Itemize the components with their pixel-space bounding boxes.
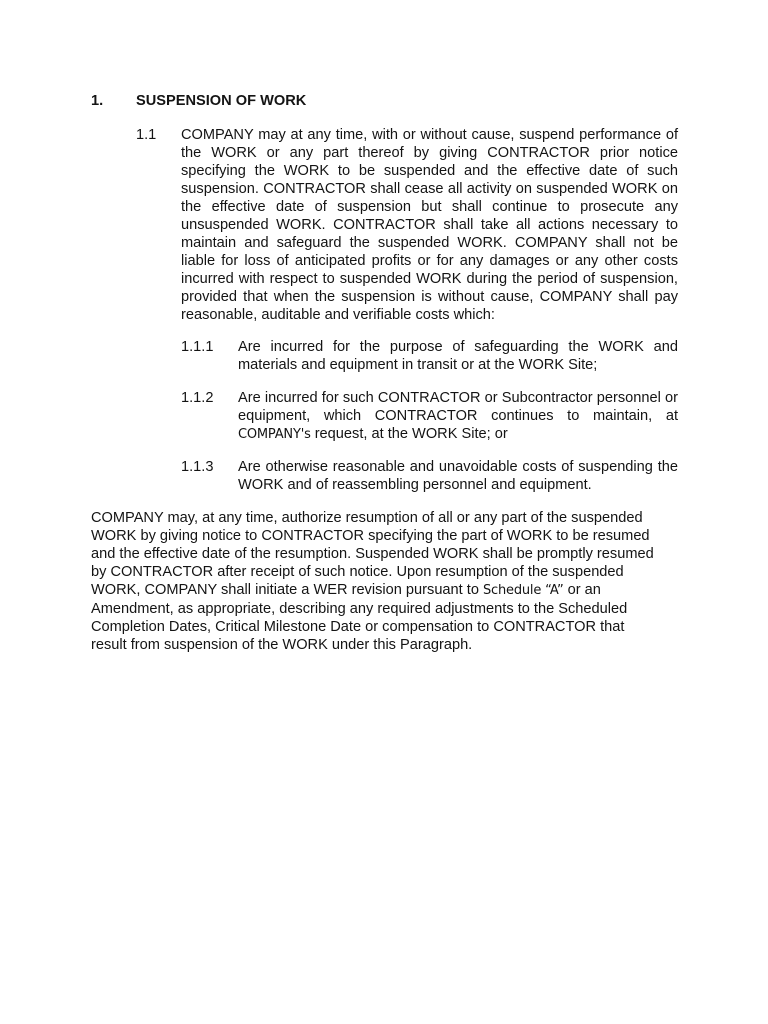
subclause-text: [238, 389, 678, 444]
closing-text-part: WORK, COMPANY shall initiate a WER revision pursuant to: [91, 582, 483, 598]
subclause-number: 1.1.2: [181, 390, 214, 406]
subclause-number: 1.1.3: [181, 459, 214, 475]
closing-paragraph: [91, 509, 671, 654]
closing-line: Amendment, as appropriate, describing any required adjustments to the Scheduled: [91, 601, 628, 617]
clause-1-1: [136, 126, 678, 324]
section-number: 1.: [91, 93, 104, 109]
closing-line: by CONTRACTOR after receipt of such notice. Upon resumption of the suspended: [91, 564, 624, 580]
section-title: SUSPENSION OF WORK: [136, 93, 307, 109]
closing-line: WORK by giving notice to CONTRACTOR specifying the part of WORK to be resumed: [91, 528, 650, 544]
closing-line: and the effective date of the resumption. Suspended WORK shall be promptly resumed: [91, 546, 654, 562]
subclause-1-1-2: [181, 389, 678, 444]
subclause-text-part: Are incurred for such CONTRACTOR or Subcontractor personnel or equipment, which CONTRACTOR continues to maintain, at: [238, 390, 678, 424]
closing-line: Completion Dates, Critical Milestone Date or compensation to CONTRACTOR that: [91, 619, 625, 635]
company-possessive: COMPANY's: [238, 427, 311, 442]
subclause-1-1-3: [181, 458, 678, 494]
closing-text-part: or an: [563, 582, 601, 598]
closing-line: [91, 581, 671, 600]
subclause-number: 1.1.1: [181, 339, 214, 355]
closing-line: COMPANY may, at any time, authorize resumption of all or any part of the suspended: [91, 510, 643, 526]
clause-number: 1.1: [136, 127, 157, 143]
subclause-text-part: request, at the WORK Site; or: [310, 426, 508, 442]
clause-text: COMPANY may at any time, with or without cause, suspend performance of the WORK or any part thereof by giving CONTRACTOR prior notice specifying the WORK to be suspended and the effective date of such suspension. CONTRACTOR shall cease all activity on suspended WORK on the effective date of suspension but shall continue to prosecute any unsuspended WORK. CONTRACTOR shall take all actions necessary to maintain and safeguard the suspended WORK. COMPANY shall not be liable for loss of anticipated profits or for any damages or any other costs incurred with respect to suspended WORK during the period of suspension, provided that when the suspension is without cause, COMPANY shall pay reasonable, auditable and verifiable costs which:: [181, 127, 678, 323]
subclause-1-1-1: [181, 338, 678, 374]
closing-line: result from suspension of the WORK under this Paragraph.: [91, 637, 473, 653]
schedule-reference: Schedule “A”: [483, 583, 564, 598]
subclause-text: Are incurred for the purpose of safeguarding the WORK and materials and equipment in transit or at the WORK Site;: [238, 339, 678, 373]
subclause-text: Are otherwise reasonable and unavoidable costs of suspending the WORK and of reassembling personnel and equipment.: [238, 459, 678, 493]
